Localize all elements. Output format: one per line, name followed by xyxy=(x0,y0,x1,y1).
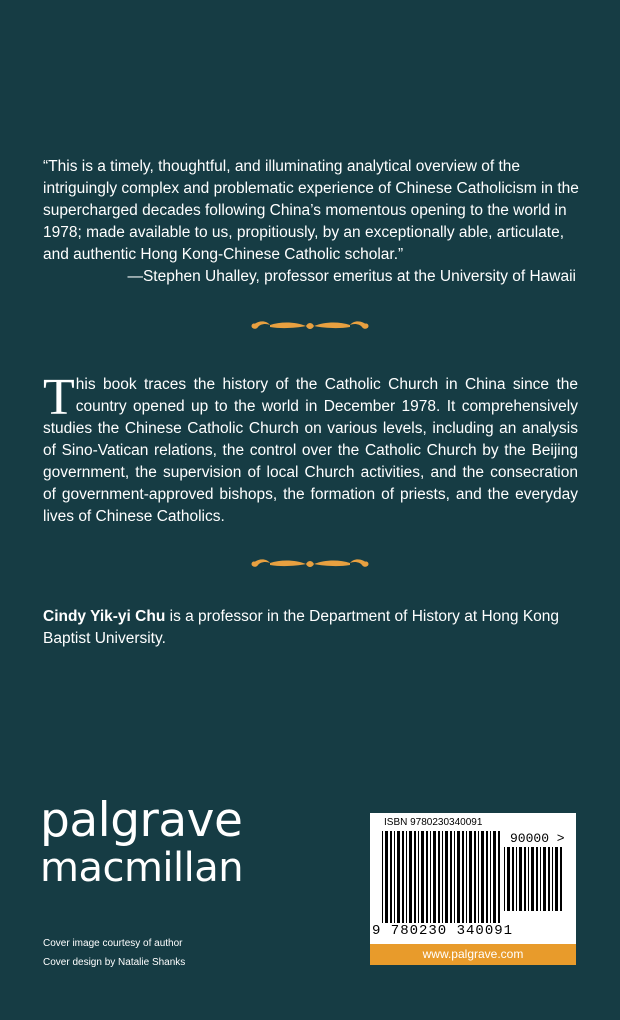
publisher-logo-line1: palgrave xyxy=(40,793,243,848)
publisher-website: www.palgrave.com xyxy=(370,944,576,965)
description-text: his book traces the history of the Catholic Church in China since the country opened up to the world in December 1978. It comprehensively studies the Chinese Catholic Church on various levels, including an analysis of Sino-Vatican relations, the control over the Catholic Church by the Beijing government, the supervision of local Church activities, and the consecration of government-approved bishops, the formation of priests, and the everyday lives of Chinese Catholics. xyxy=(43,376,578,525)
isbn-digits: 9 780230 340091 xyxy=(372,923,514,939)
author-bio xyxy=(43,606,583,650)
ornament-divider-icon xyxy=(248,556,372,572)
addon-barcode-icon xyxy=(504,847,564,911)
endorsement-quote: “This is a timely, thoughtful, and illuminating analytical overview of the intriguingly complex and problematic experience of Chinese Catholicism in the supercharged decades following China’s momentous opening to the world in 1978; made available to us, propitiously, by an exceptionally able, articulate, and authentic Hong Kong-Chinese Catholic scholar.” xyxy=(43,158,579,263)
endorsement-attribution: —Stephen Uhalley, professor emeritus at the University of Hawaii xyxy=(127,268,576,285)
ornament-divider-icon xyxy=(248,318,372,334)
addon-price: 90000 > xyxy=(510,831,565,846)
publisher-logo-line2: macmillan xyxy=(40,845,244,891)
cover-credits xyxy=(43,934,185,972)
book-description xyxy=(43,369,578,528)
drop-cap: T xyxy=(43,369,75,426)
cover-image-credit: Cover image courtesy of author xyxy=(43,938,183,949)
barcode-panel xyxy=(370,813,576,965)
isbn-barcode-icon xyxy=(382,831,500,923)
cover-design-credit: Cover design by Natalie Shanks xyxy=(43,957,186,968)
publisher-logo xyxy=(40,793,244,891)
author-bio-text: is a professor in the Department of History at Hong Kong Baptist University. xyxy=(43,608,560,647)
author-name: Cindy Yik-yi Chu xyxy=(43,608,166,625)
isbn-label: ISBN 9780230340091 xyxy=(384,817,483,828)
